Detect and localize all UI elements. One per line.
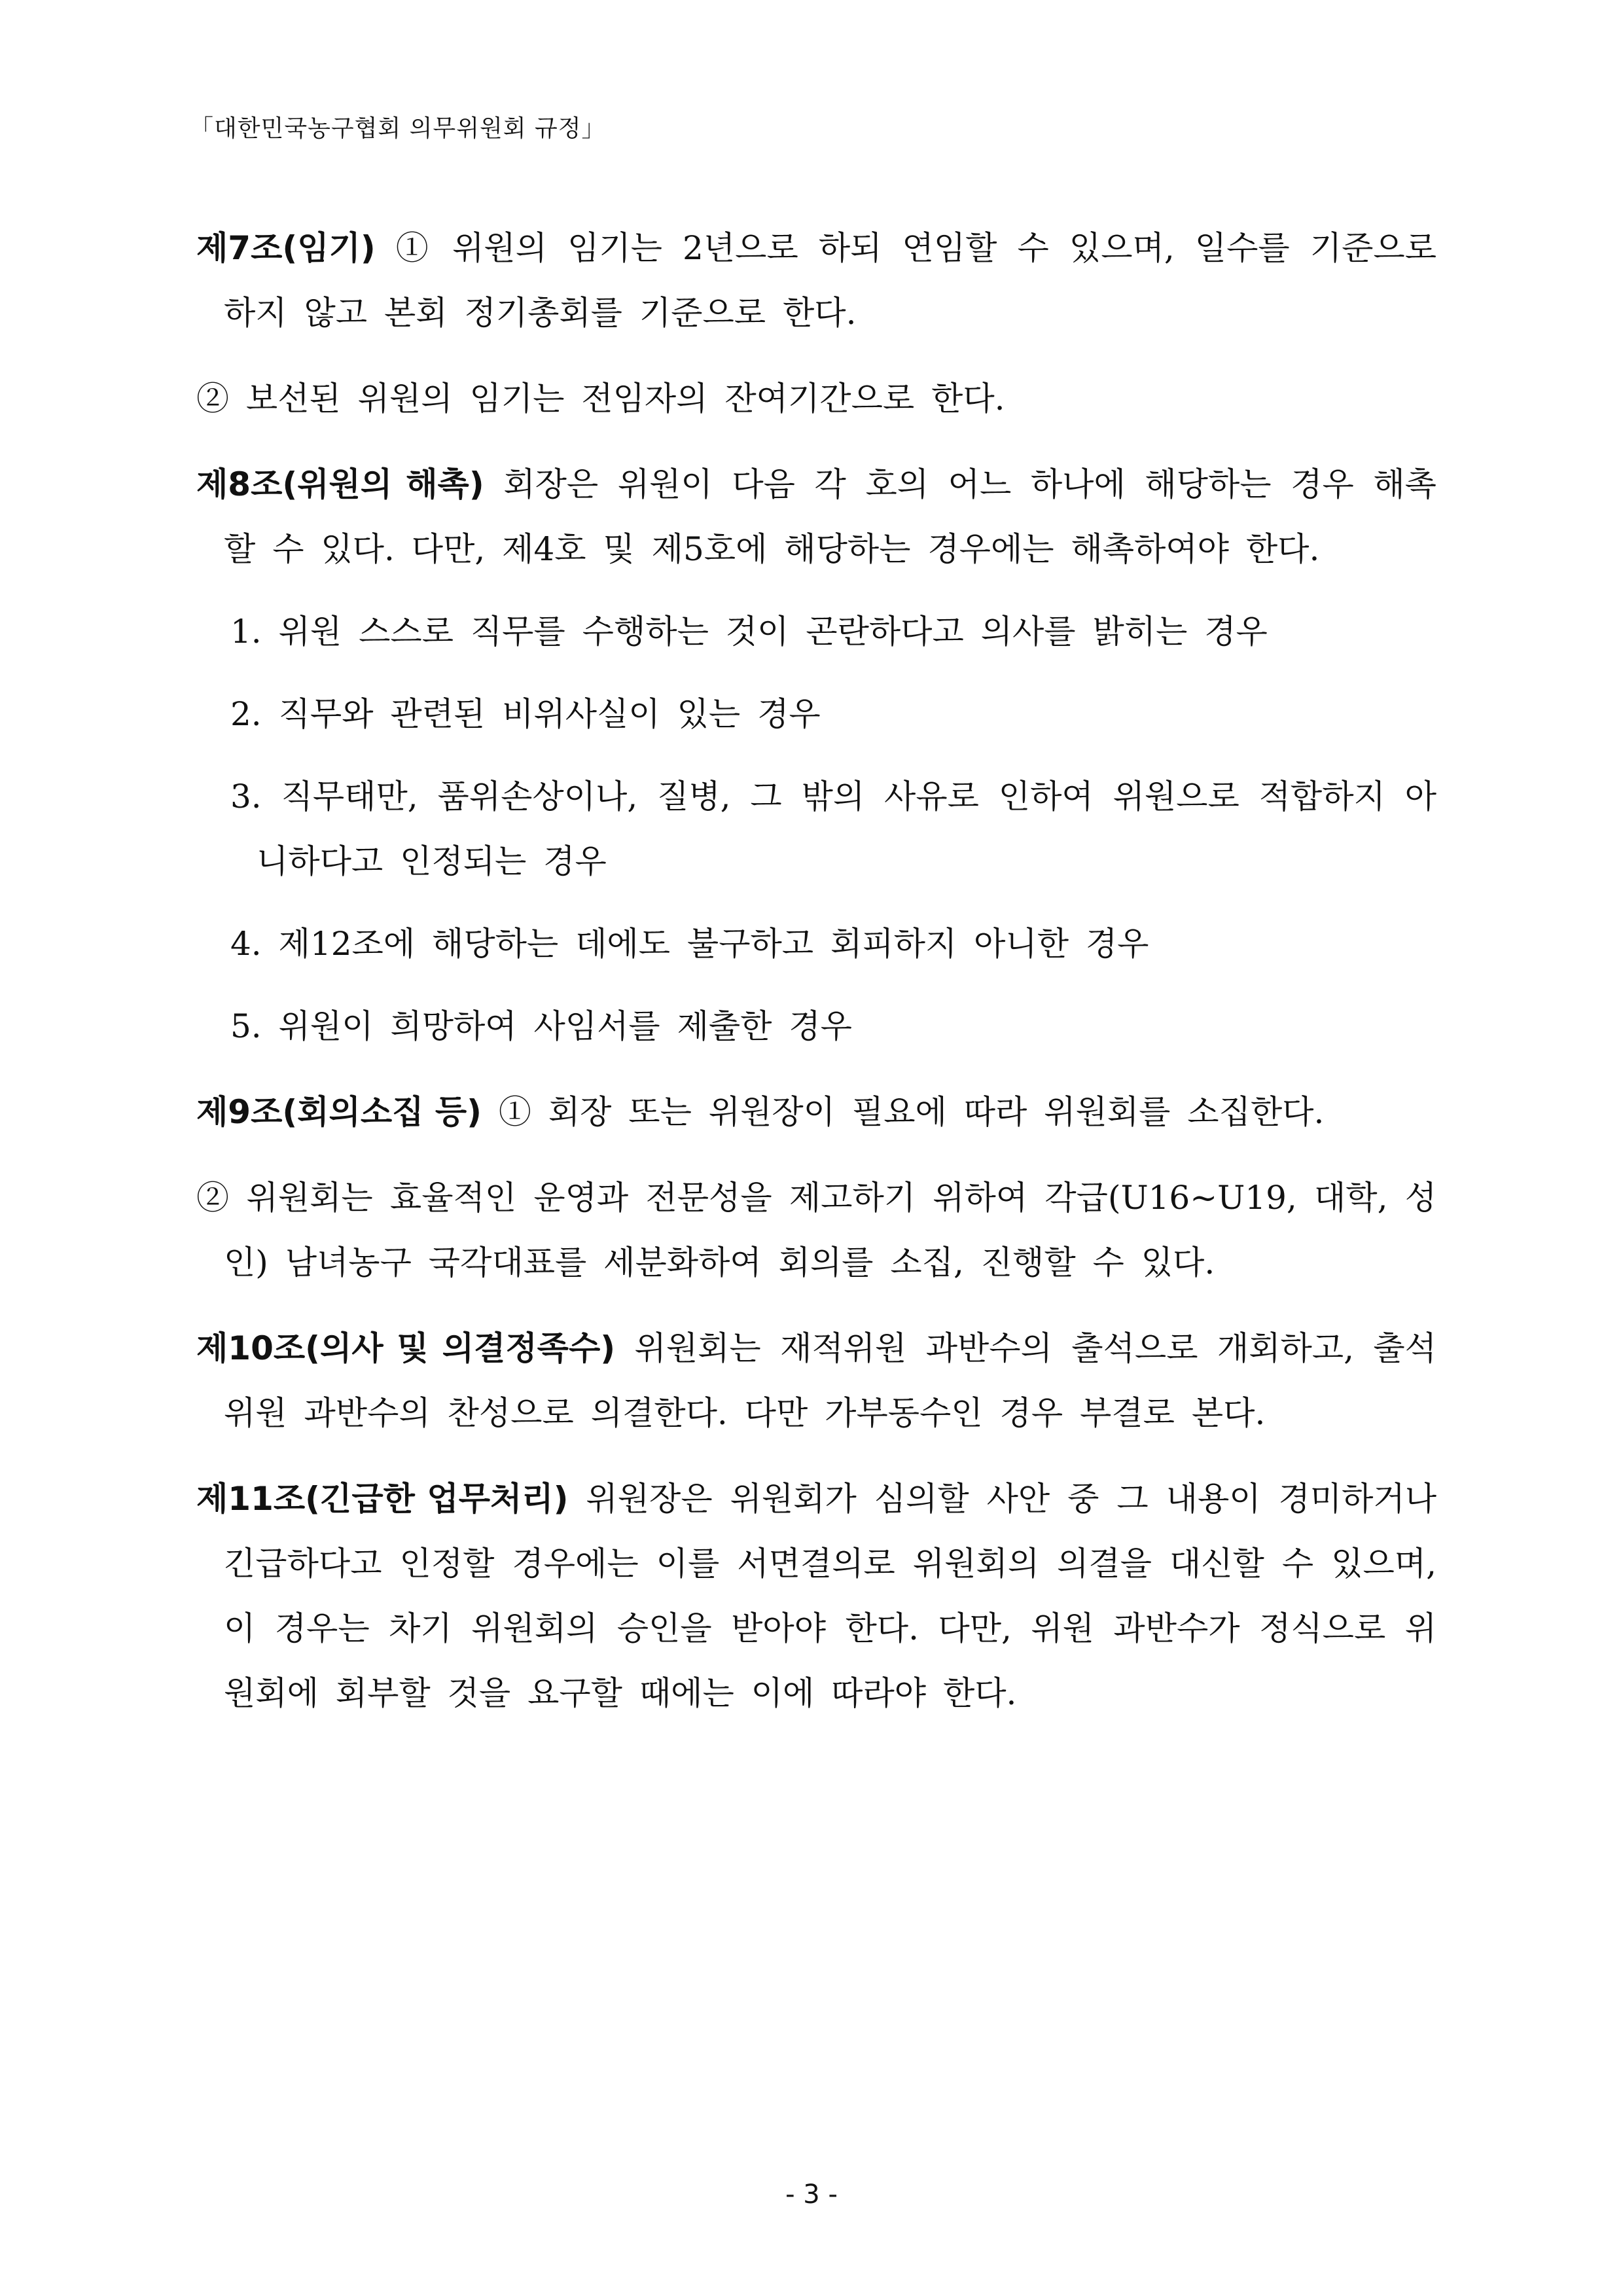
- article-7-paragraph-1: [196, 216, 1436, 346]
- article-8-text: 회장은 위원이 다음 각 호의 어느 하나에 해당하는 경우 해촉할 수 있다. 다만, 제4호 및 제5호에 해당하는 경우에는 해촉하여야 한다.: [224, 465, 1436, 568]
- article-11-text: 위원장은 위원회가 심의할 사안 중 그 내용이 경미하거나 긴급하다고 인정할 경우에는 이를 서면결의로 위원회의 의결을 대신할 수 있으며, 이 경우는 차기 위원회의 승인을 받아야 한다. 다만, 위원 과반수가 정식으로 위원회에 회부할 것을 요구할 때에는 이에 따라야 한다.: [224, 1480, 1437, 1712]
- article-10-paragraph: [196, 1316, 1436, 1446]
- article-7-paragraph-2: ② 보선된 위원의 임기는 전임자의 잔여기간으로 한다.: [196, 380, 1005, 418]
- article-7-text-1: ① 위원의 임기는 2년으로 하되 연임할 수 있으며, 일수를 기준으로 하지 않고 본회 정기총회를 기준으로 한다.: [224, 229, 1436, 332]
- article-9-text-1: ① 회장 또는 위원장이 필요에 따라 위원회를 소집한다.: [498, 1093, 1325, 1131]
- article-8-list: [230, 600, 1436, 1059]
- article-8-title: 제8조(위원의 해촉): [196, 465, 484, 503]
- article-9-paragraph-1: [196, 1080, 1436, 1145]
- article-9-paragraph-2: ② 위원회는 효율적인 운영과 전문성을 제고하기 위하여 각급(U16~U19, 대학, 성인) 남녀농구 국각대표를 세분화하여 회의를 소집, 진행할 수 있다.: [196, 1179, 1436, 1282]
- article-8-paragraph: [196, 452, 1436, 582]
- article-10-title: 제10조(의사 및 의결정족수): [196, 1329, 616, 1367]
- list-item: 3. 직무태만, 품위손상이나, 질병, 그 밖의 사유로 인하여 위원으로 적합하지 아니하다고 인정되는 경우: [230, 778, 1436, 880]
- document-title: 「대한민국농구협회 의무위원회 규정」: [190, 115, 606, 142]
- article-9-title: 제9조(회의소집 등): [196, 1093, 482, 1131]
- page-number: - 3 -: [785, 2179, 838, 2210]
- article-7-title: 제7조(임기): [196, 229, 376, 267]
- document-body: [196, 216, 1436, 1726]
- list-item: 2. 직무와 관련된 비위사실이 있는 경우: [230, 695, 821, 733]
- list-item: 1. 위원 스스로 직무를 수행하는 것이 곤란하다고 의사를 밝히는 경우: [230, 613, 1268, 651]
- article-11-paragraph: [196, 1467, 1436, 1726]
- article-10-text: 위원회는 재적위원 과반수의 출석으로 개회하고, 출석위원 과반수의 찬성으로 의결한다. 다만 가부동수인 경우 부결로 본다.: [224, 1329, 1436, 1432]
- article-11-title: 제11조(긴급한 업무처리): [196, 1480, 569, 1518]
- list-item: 5. 위원이 희망하여 사임서를 제출한 경우: [230, 1007, 852, 1045]
- list-item: 4. 제12조에 해당하는 데에도 불구하고 회피하지 아니한 경우: [230, 925, 1149, 963]
